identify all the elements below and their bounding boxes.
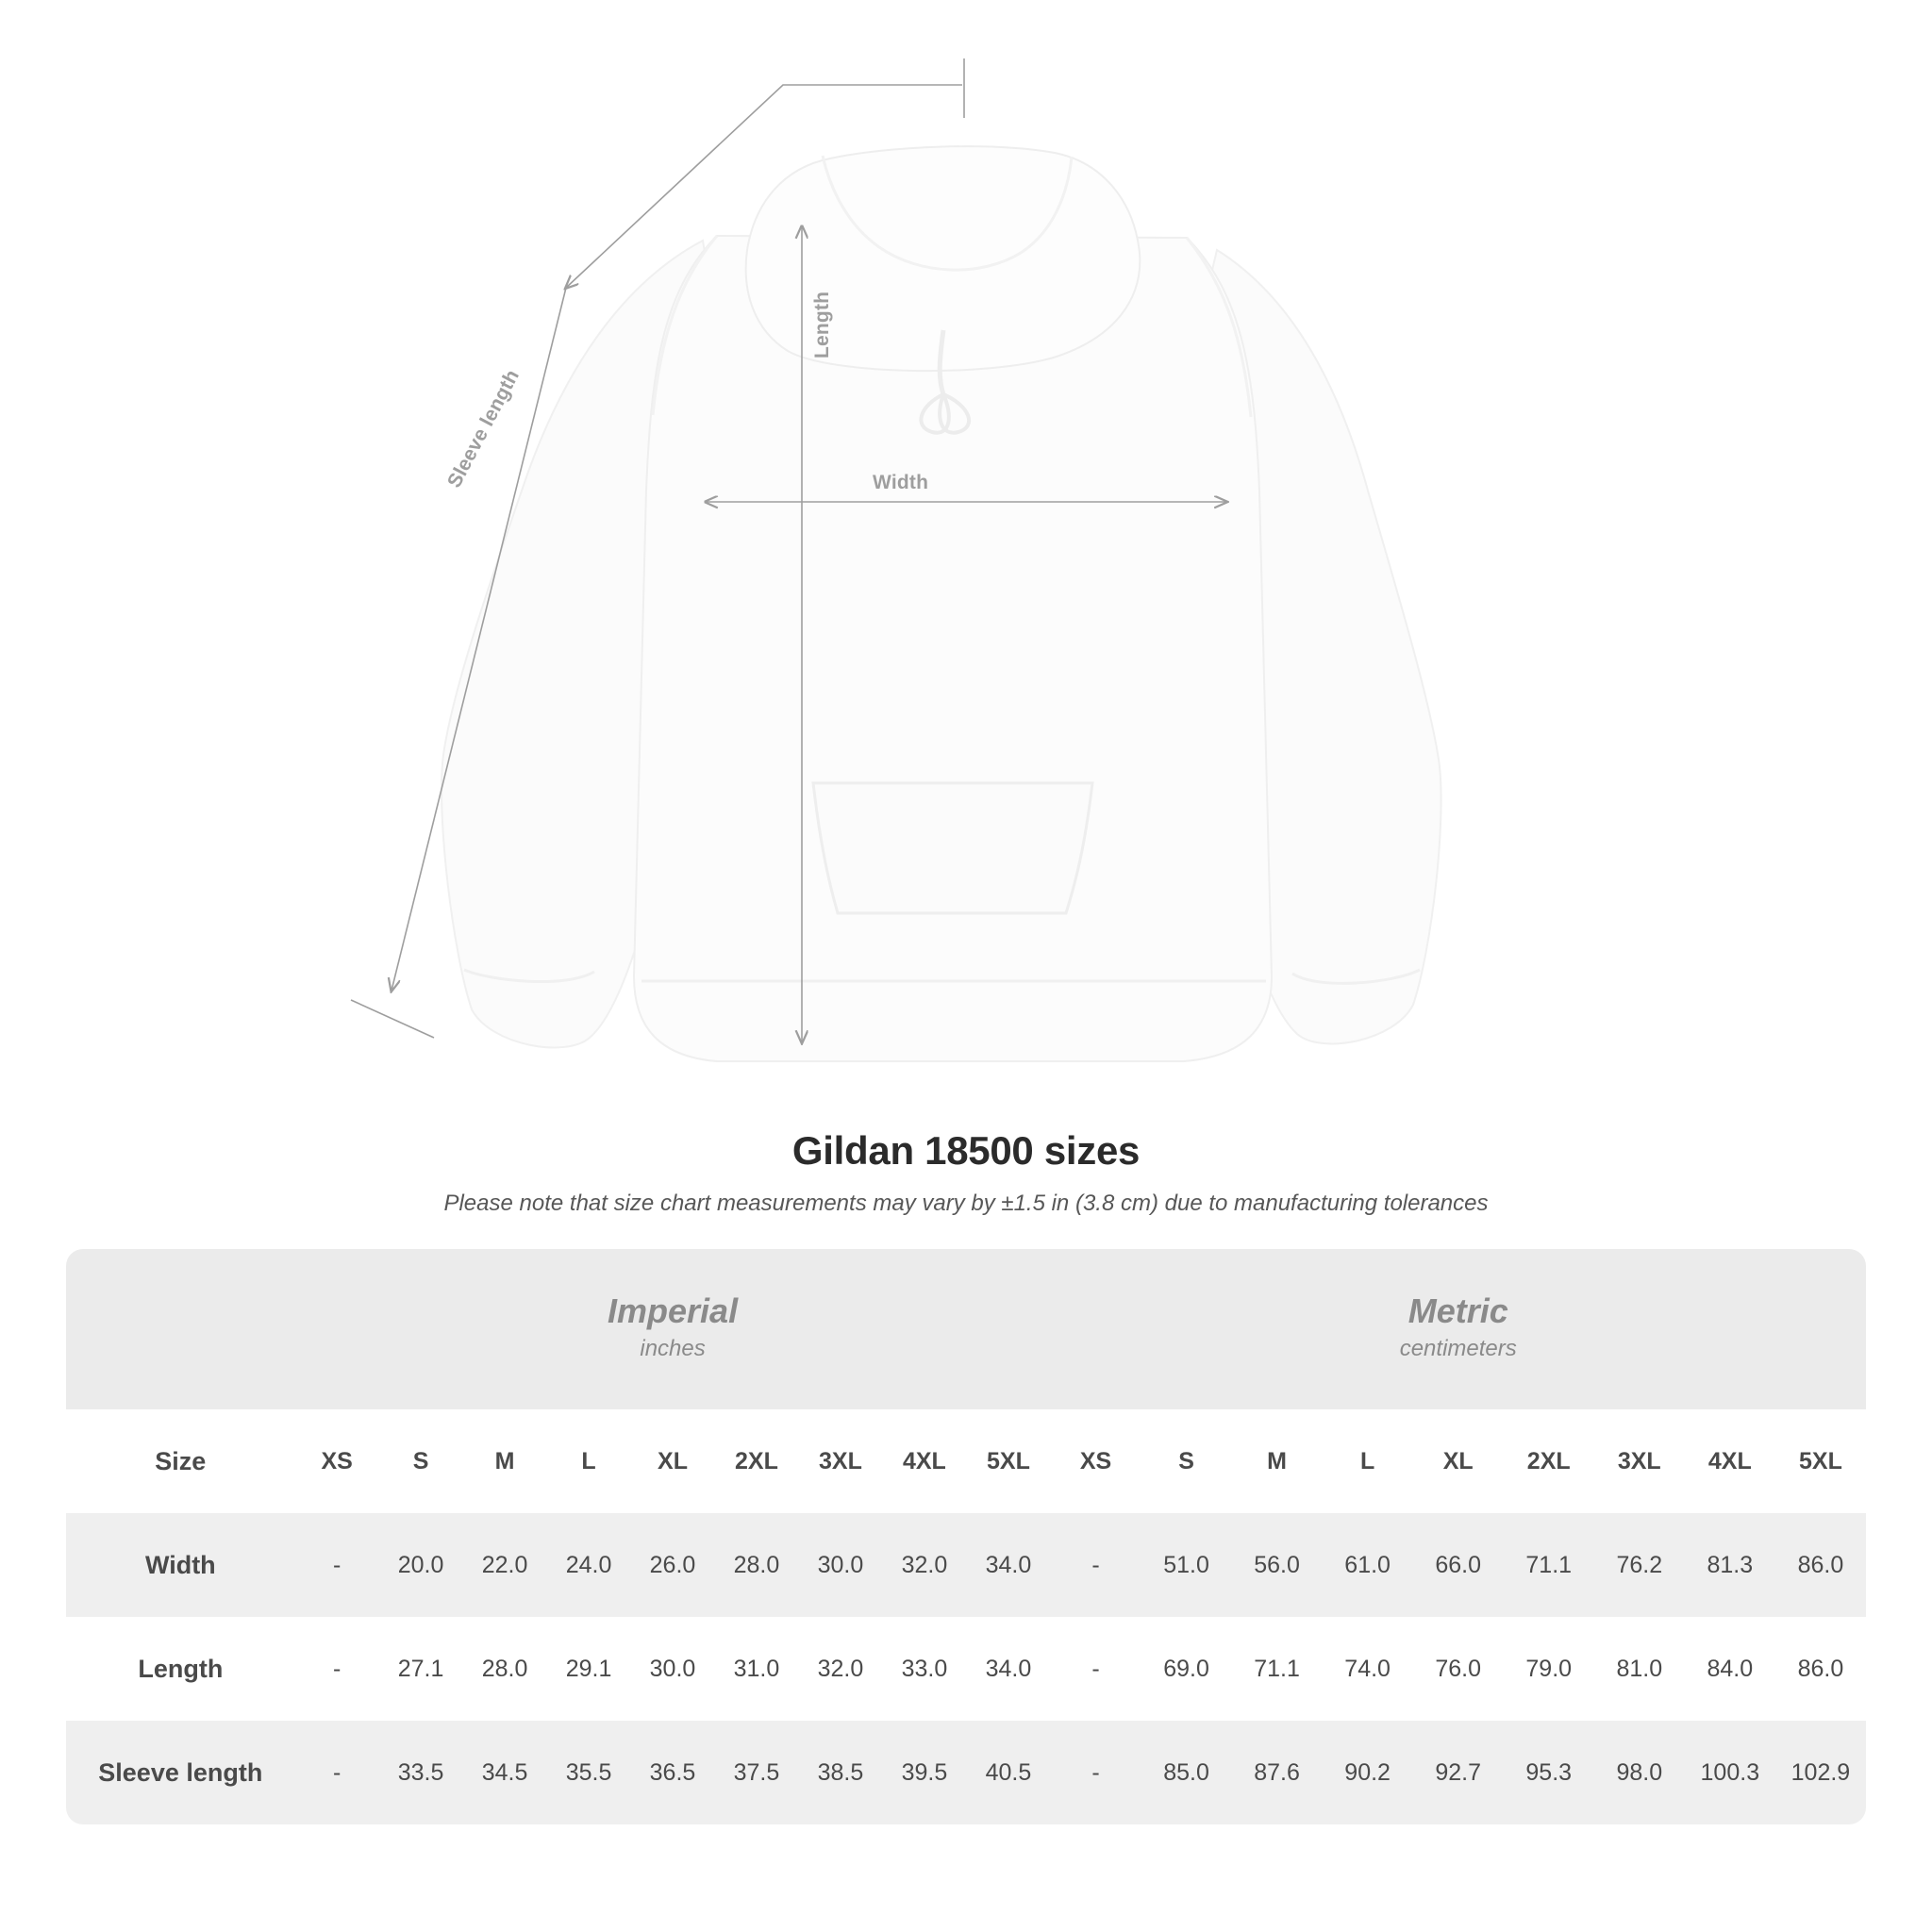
table-row-sleeve-length (66, 1721, 1866, 1824)
sleeve-metric-2xl: 95.3 (1504, 1721, 1594, 1824)
length-imperial-3xl: 32.0 (798, 1617, 882, 1721)
width-metric-5xl: 86.0 (1775, 1513, 1866, 1617)
title-block (0, 1128, 1932, 1217)
header-size-metric-xl: XL (1413, 1409, 1504, 1513)
sleeve-metric-5xl: 102.9 (1775, 1721, 1866, 1824)
sleeve-length-dimension-label: Sleeve length (443, 366, 525, 491)
width-metric-4xl: 81.3 (1685, 1513, 1775, 1617)
header-size-imperial-4xl: 4XL (882, 1409, 966, 1513)
header-size-imperial-3xl: 3XL (798, 1409, 882, 1513)
length-metric-5xl: 86.0 (1775, 1617, 1866, 1721)
metric-label: Metric (1407, 1291, 1508, 1331)
row-label-sleeve-length: Sleeve length (66, 1721, 295, 1824)
size-header-label: Size (66, 1409, 295, 1513)
sleeve-metric-s: 85.0 (1141, 1721, 1232, 1824)
unit-header-row (66, 1249, 1866, 1409)
sleeve-imperial-5xl: 40.5 (966, 1721, 1050, 1824)
hoodie-shape (441, 146, 1441, 1061)
sleeve-metric-xs: - (1050, 1721, 1141, 1824)
header-size-metric-4xl: 4XL (1685, 1409, 1775, 1513)
width-imperial-xs: - (295, 1513, 379, 1617)
sleeve-metric-m: 87.6 (1232, 1721, 1323, 1824)
header-size-imperial-2xl: 2XL (714, 1409, 798, 1513)
tolerance-note: Please note that size chart measurements may vary by ±1.5 in (3.8 cm) due to manufacturing tolerances (443, 1191, 1489, 1216)
header-size-metric-5xl: 5XL (1775, 1409, 1866, 1513)
length-metric-xl: 76.0 (1413, 1617, 1504, 1721)
header-size-imperial-xs: XS (295, 1409, 379, 1513)
header-size-metric-l: L (1323, 1409, 1413, 1513)
length-metric-s: 69.0 (1141, 1617, 1232, 1721)
sleeve-imperial-m: 34.5 (463, 1721, 547, 1824)
length-imperial-5xl: 34.0 (966, 1617, 1050, 1721)
width-imperial-3xl: 30.0 (798, 1513, 882, 1617)
header-size-metric-s: S (1141, 1409, 1232, 1513)
header-size-metric-xs: XS (1050, 1409, 1141, 1513)
size-header-row (66, 1409, 1866, 1513)
sleeve-imperial-2xl: 37.5 (714, 1721, 798, 1824)
length-metric-l: 74.0 (1323, 1617, 1413, 1721)
width-metric-2xl: 71.1 (1504, 1513, 1594, 1617)
size-table (66, 1249, 1866, 1824)
header-size-imperial-s: S (379, 1409, 463, 1513)
length-imperial-xs: - (295, 1617, 379, 1721)
length-imperial-2xl: 31.0 (714, 1617, 798, 1721)
size-table-container (66, 1249, 1866, 1824)
width-imperial-5xl: 34.0 (966, 1513, 1050, 1617)
header-size-imperial-m: M (463, 1409, 547, 1513)
width-imperial-m: 22.0 (463, 1513, 547, 1617)
width-metric-s: 51.0 (1141, 1513, 1232, 1617)
header-size-imperial-5xl: 5XL (966, 1409, 1050, 1513)
length-metric-4xl: 84.0 (1685, 1617, 1775, 1721)
width-metric-xl: 66.0 (1413, 1513, 1504, 1617)
sleeve-imperial-3xl: 38.5 (798, 1721, 882, 1824)
row-label-length: Length (66, 1617, 295, 1721)
width-metric-xs: - (1050, 1513, 1141, 1617)
header-size-metric-m: M (1232, 1409, 1323, 1513)
imperial-unit-header (295, 1249, 1051, 1409)
row-label-width: Width (66, 1513, 295, 1617)
table-row-width (66, 1513, 1866, 1617)
length-dimension-label: Length (811, 291, 833, 358)
width-imperial-4xl: 32.0 (882, 1513, 966, 1617)
width-metric-m: 56.0 (1232, 1513, 1323, 1617)
header-size-imperial-l: L (547, 1409, 631, 1513)
width-metric-l: 61.0 (1323, 1513, 1413, 1617)
sleeve-imperial-xl: 36.5 (631, 1721, 715, 1824)
sleeve-imperial-s: 33.5 (379, 1721, 463, 1824)
length-imperial-4xl: 33.0 (882, 1617, 966, 1721)
sleeve-imperial-xs: - (295, 1721, 379, 1824)
sleeve-metric-3xl: 98.0 (1594, 1721, 1685, 1824)
sleeve-metric-xl: 92.7 (1413, 1721, 1504, 1824)
page-title: Gildan 18500 sizes (791, 1128, 1141, 1173)
width-imperial-s: 20.0 (379, 1513, 463, 1617)
metric-unit-header (1050, 1249, 1866, 1409)
width-dimension-label: Width (873, 472, 929, 493)
imperial-sublabel: inches (640, 1335, 706, 1361)
width-metric-3xl: 76.2 (1594, 1513, 1685, 1617)
header-size-metric-3xl: 3XL (1594, 1409, 1685, 1513)
length-metric-3xl: 81.0 (1594, 1617, 1685, 1721)
length-metric-2xl: 79.0 (1504, 1617, 1594, 1721)
sleeve-imperial-4xl: 39.5 (882, 1721, 966, 1824)
metric-sublabel: centimeters (1399, 1335, 1517, 1361)
length-metric-m: 71.1 (1232, 1617, 1323, 1721)
imperial-label: Imperial (608, 1291, 739, 1331)
length-imperial-s: 27.1 (379, 1617, 463, 1721)
length-imperial-l: 29.1 (547, 1617, 631, 1721)
width-imperial-xl: 26.0 (631, 1513, 715, 1617)
sleeve-imperial-l: 35.5 (547, 1721, 631, 1824)
length-imperial-xl: 30.0 (631, 1617, 715, 1721)
sleeve-metric-l: 90.2 (1323, 1721, 1413, 1824)
sleeve-metric-4xl: 100.3 (1685, 1721, 1775, 1824)
width-imperial-l: 24.0 (547, 1513, 631, 1617)
header-size-metric-2xl: 2XL (1504, 1409, 1594, 1513)
width-imperial-2xl: 28.0 (714, 1513, 798, 1617)
length-metric-xs: - (1050, 1617, 1141, 1721)
unit-corner-cell (66, 1249, 295, 1409)
table-row-length (66, 1617, 1866, 1721)
header-size-imperial-xl: XL (631, 1409, 715, 1513)
length-imperial-m: 28.0 (463, 1617, 547, 1721)
